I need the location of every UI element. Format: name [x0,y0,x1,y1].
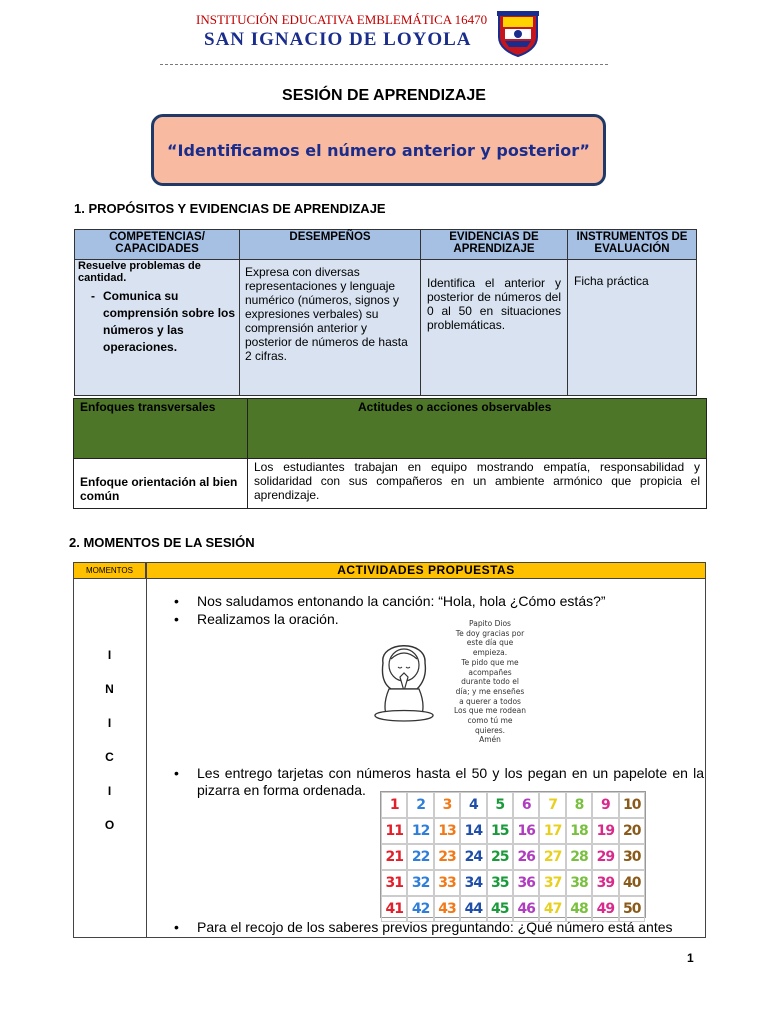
activity-text: Realizamos la oración. [197,611,339,627]
prayer-line: empieza. [472,648,508,658]
number-cell: 6 [513,792,539,818]
number-cell: 7 [539,792,565,818]
number-cell: 45 [487,896,513,922]
school-shield-logo [497,11,539,57]
activity-text: Nos saludamos entonando la canción: “Hola, hola ¿Cómo estás?” [197,593,606,609]
school-name: SAN IGNACIO DE LOYOLA [204,29,472,50]
number-grid-1-50 [380,791,646,918]
moment-letter: N [105,682,114,696]
col-competencies: COMPETENCIAS/ CAPACIDADES [75,230,240,260]
number-cell: 42 [407,896,433,922]
number-cell: 26 [513,844,539,870]
number-cell: 3 [434,792,460,818]
prayer-line: Te doy gracias por [455,628,525,638]
prayer-line: durante todo el [461,677,519,687]
session-theme: “Identificamos el número anterior y posterior” [167,141,590,160]
number-cell: 46 [513,896,539,922]
number-cell: 35 [487,870,513,896]
number-cell: 36 [513,870,539,896]
page-number: 1 [687,951,694,965]
number-cell: 44 [460,896,486,922]
institution-line: INSTITUCIÓN EDUCATIVA EMBLEMÁTICA 16470 [196,12,488,27]
competency-text: Resuelve problemas de cantidad. [78,260,201,284]
number-cell: 34 [460,870,486,896]
bullet-icon: • [174,593,179,609]
number-cell: 18 [566,818,592,844]
number-cell: 24 [460,844,486,870]
number-cell: 49 [592,896,618,922]
praying-girl-illustration [369,633,439,725]
number-cell: 19 [592,818,618,844]
section2-heading: 2. MOMENTOS DE LA SESIÓN [69,535,255,550]
number-cell: 39 [592,870,618,896]
evidence-cell: Identifica el anterior y posterior de números del 0 al 50 en situaciones problemáticas. [421,260,568,396]
number-cell: 11 [381,818,407,844]
moment-letter: I [107,784,112,798]
approach-label: Enfoque orientación al bien común [74,459,248,509]
moments-divider [146,579,147,938]
number-cell: 9 [592,792,618,818]
number-cell: 5 [487,792,513,818]
prayer-line: Te pido que me [461,657,519,667]
number-cell: 20 [619,818,645,844]
number-cell: 4 [460,792,486,818]
prayer-text [438,619,542,745]
bullet-icon: • [174,611,179,627]
number-cell: 43 [434,896,460,922]
number-cell: 29 [592,844,618,870]
number-cell: 40 [619,870,645,896]
number-cell: 14 [460,818,486,844]
capacity-list [78,288,236,356]
approaches-header-left: Enfoques transversales [74,399,248,459]
number-cell: 47 [539,896,565,922]
capacity-item: - Comunica su comprensión sobre los números y las operaciones. [78,288,236,356]
number-cell: 22 [407,844,433,870]
prayer-line: Amén [479,735,501,745]
number-cell: 30 [619,844,645,870]
approach-text: Los estudiantes trabajan en equipo mostrando empatía, responsabilidad y solidaridad con sus compañeros en un ambiente armónico que propicia el aprendizaje. [248,459,707,509]
prayer-line: como tú me [467,716,513,726]
number-cell: 12 [407,818,433,844]
bullet-icon: • [174,765,179,781]
moment-letter: I [107,648,112,662]
bullet-icon: • [174,919,179,935]
moment-letter: I [107,716,112,730]
approaches-header-right: Actitudes o acciones observables [248,399,707,459]
number-cell: 48 [566,896,592,922]
number-cell: 27 [539,844,565,870]
section1-heading: 1. PROPÓSITOS Y EVIDENCIAS DE APRENDIZAJE [74,201,386,216]
number-cell: 10 [619,792,645,818]
number-cell: 1 [381,792,407,818]
approaches-table [73,398,707,509]
number-cell: 21 [381,844,407,870]
col-instruments: INSTRUMENTOS DE EVALUACIÓN [568,230,697,260]
number-cell: 2 [407,792,433,818]
number-cell: 17 [539,818,565,844]
moment-letter: O [104,818,115,832]
number-cell: 23 [434,844,460,870]
competency-cell [75,260,240,396]
performance-cell: Expresa con diversas representaciones y lenguaje numérico (números, signos y expresiones verbales) su comprensión anterior y posterior de números de hasta 2 cifras. [240,260,421,396]
number-cell: 37 [539,870,565,896]
purposes-table [74,229,697,396]
number-cell: 25 [487,844,513,870]
moment-inicio [73,648,146,852]
activity-text: Les entrego tarjetas con números hasta el 50 y los pegan en un papelote en la pizarra en forma ordenada. [197,765,704,798]
number-cell: 41 [381,896,407,922]
number-cell: 13 [434,818,460,844]
col-performances: DESEMPEÑOS [240,230,421,260]
prayer-line: acompañes [468,667,512,677]
prayer-line: a querer a todos [459,696,521,706]
number-cell: 15 [487,818,513,844]
number-cell: 50 [619,896,645,922]
number-cell: 33 [434,870,460,896]
number-cell: 38 [566,870,592,896]
col-activities: ACTIVIDADES PROPUESTAS [146,562,706,579]
number-cell: 16 [513,818,539,844]
document-title: SESIÓN DE APRENDIZAJE [282,87,486,104]
prayer-line: Papito Dios [469,619,511,628]
prayer-line: Los que me rodean [454,706,526,716]
prayer-line: este día que [466,638,514,648]
moment-letter: C [105,750,114,764]
number-cell: 8 [566,792,592,818]
col-moments: MOMENTOS [73,562,146,579]
col-evidences: EVIDENCIAS DE APRENDIZAJE [421,230,568,260]
number-cell: 31 [381,870,407,896]
session-theme-box [151,114,606,186]
activity-text: Para el recojo de los saberes previos preguntando: ¿Qué número está antes [197,919,673,935]
number-cell: 32 [407,870,433,896]
instrument-cell: Ficha práctica [568,260,697,396]
prayer-line: quieres. [474,725,506,735]
number-cell: 28 [566,844,592,870]
prayer-line: día; y me enseñes [455,686,525,696]
header-divider [160,64,608,65]
